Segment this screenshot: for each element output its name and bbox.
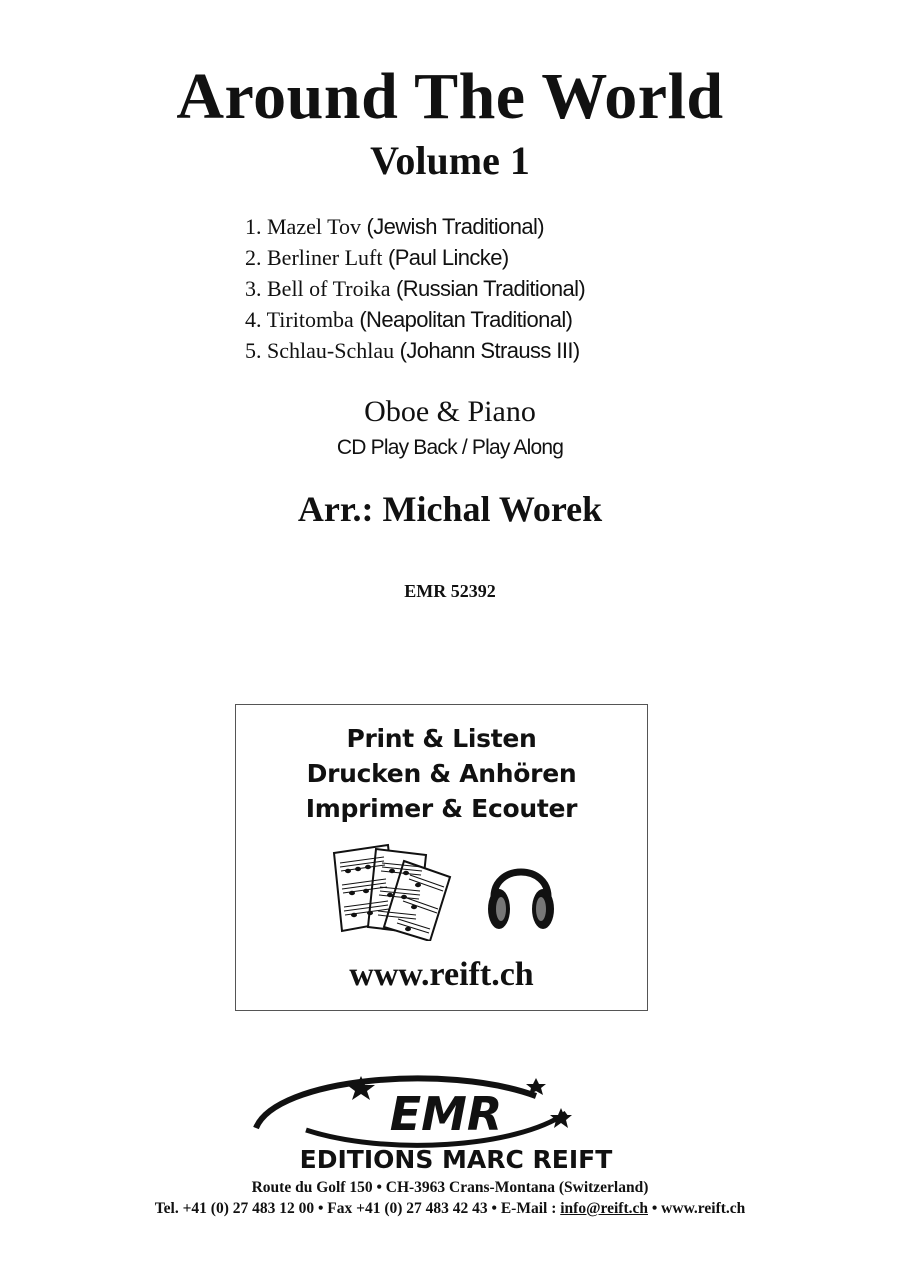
piece-number: 5. <box>245 338 262 363</box>
piece-composer: (Neapolitan Traditional) <box>359 307 573 332</box>
piece-name: Tiritomba <box>266 307 354 332</box>
catalog-number: EMR 52392 <box>404 581 496 601</box>
publisher-address: Route du Golf 150 • CH-3963 Crans-Montana (Switzerland) <box>251 1179 649 1196</box>
piece-list <box>245 211 765 366</box>
piece-name: Schlau-Schlau <box>267 338 395 363</box>
emr-logo <box>236 1068 676 1173</box>
piece-composer: (Russian Traditional) <box>395 276 586 301</box>
piece-number: 4. <box>245 307 262 332</box>
website-link[interactable]: www.reift.ch <box>349 956 534 993</box>
piece-item <box>245 273 765 304</box>
promo-line-french: Imprimer & Ecouter <box>305 794 578 823</box>
piece-number: 3. <box>245 276 262 301</box>
piece-name: Mazel Tov <box>267 214 361 239</box>
promo-line-german: Drucken & Anhören <box>306 759 577 788</box>
publisher-contact <box>0 1199 900 1219</box>
piece-composer: (Paul Lincke) <box>387 245 509 270</box>
page-title: Around The World <box>176 60 724 133</box>
piece-number: 1. <box>245 214 262 239</box>
email-link[interactable]: info@reift.ch <box>560 1200 648 1217</box>
piece-name: Bell of Troika <box>267 276 391 301</box>
piece-item <box>245 211 765 242</box>
headphones-icon <box>486 851 556 933</box>
piece-composer: (Johann Strauss III) <box>399 338 580 363</box>
promo-line-english: Print & Listen <box>346 724 537 753</box>
emr-logo-mark: EMR <box>389 1087 503 1141</box>
instrumentation: Oboe & Piano <box>364 395 536 428</box>
piece-item <box>245 335 765 366</box>
publisher-name: EDITIONS MARC REIFT <box>299 1145 613 1173</box>
piece-item <box>245 304 765 335</box>
contact-website: • www.reift.ch <box>648 1200 746 1217</box>
piece-composer: (Jewish Traditional) <box>366 214 544 239</box>
piece-number: 2. <box>245 245 262 270</box>
volume-subtitle: Volume 1 <box>370 138 530 183</box>
cd-playback-line: CD Play Back / Play Along <box>336 436 564 459</box>
print-listen-box <box>235 704 648 1011</box>
arranger: Arr.: Michal Worek <box>297 489 603 529</box>
piece-name: Berliner Luft <box>267 245 383 270</box>
sheet-music-icon <box>326 841 456 941</box>
piece-item <box>245 242 765 273</box>
contact-phone-fax: Tel. +41 (0) 27 483 12 00 • Fax +41 (0) 27 483 42 43 • E-Mail : <box>154 1200 561 1217</box>
